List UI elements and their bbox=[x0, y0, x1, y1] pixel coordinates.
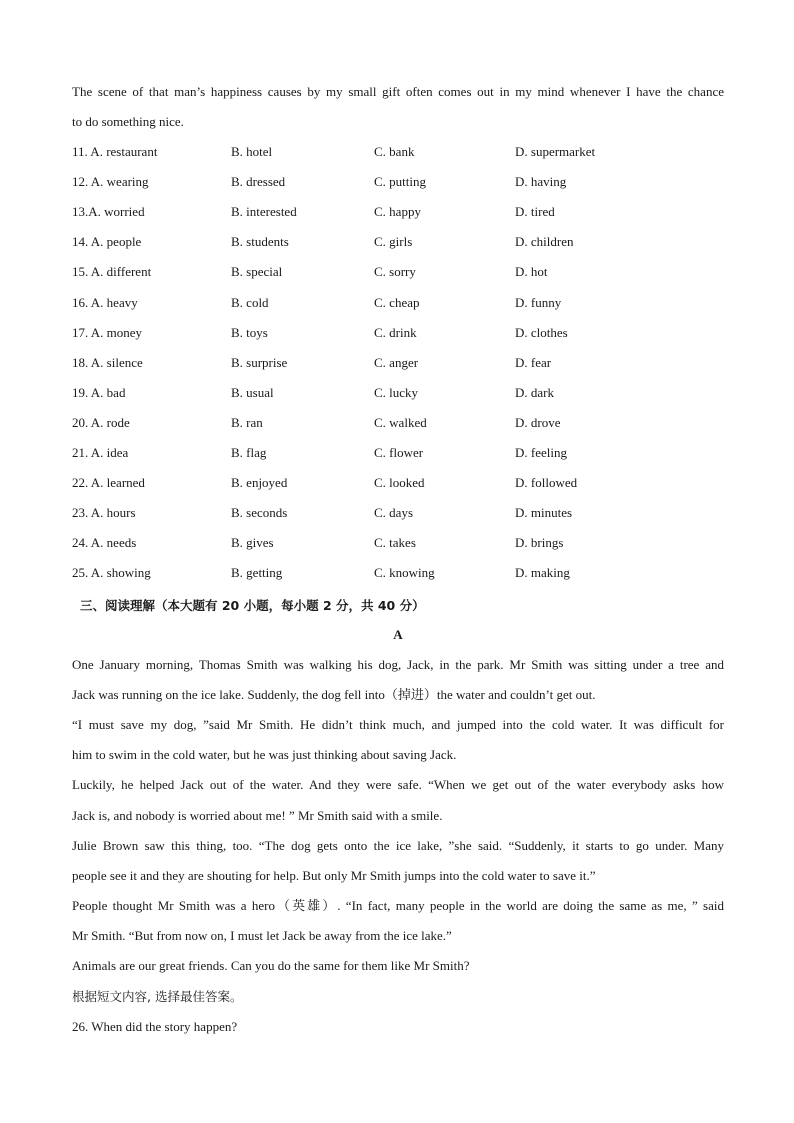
option-d: D. drove bbox=[515, 414, 561, 430]
passage-line-11: Animals are our great friends. Can you do the same for them like Mr Smith? bbox=[72, 958, 470, 973]
option-a: 21. A. idea bbox=[72, 445, 129, 460]
option-d: D. having bbox=[515, 174, 567, 190]
option-d: D. hot bbox=[515, 264, 548, 280]
option-c: C. girls bbox=[374, 234, 413, 250]
option-b: B. usual bbox=[231, 384, 274, 400]
option-a: 22. A. learned bbox=[72, 475, 145, 491]
option-b: B. cold bbox=[231, 294, 269, 310]
option-b: B. ran bbox=[231, 414, 263, 430]
question-row bbox=[72, 505, 724, 521]
option-a: 15. A. different bbox=[72, 264, 152, 280]
passage-line-10: Mr Smith. “But from now on, I must let Jack be away from the ice lake.” bbox=[72, 928, 452, 943]
option-c: C. sorry bbox=[374, 264, 416, 280]
option-a: 25. A. showing bbox=[72, 565, 151, 581]
option-a: 23. A. hours bbox=[72, 505, 136, 521]
option-b: B. flag bbox=[231, 445, 267, 460]
option-c: C. days bbox=[374, 505, 413, 521]
option-d: D. clothes bbox=[515, 324, 568, 340]
question-row bbox=[72, 385, 724, 401]
option-a: 19. A. bad bbox=[72, 384, 126, 400]
passage-line-1: One January morning, Thomas Smith was walking his dog, Jack, in the park. Mr Smith was sitting under a tree and bbox=[72, 657, 724, 672]
option-a: 16. A. heavy bbox=[72, 294, 138, 310]
section-heading: 三、阅读理解（本大题有 20 小题，每小题 2 分，共 40 分） bbox=[80, 598, 425, 613]
option-a: 17. A. money bbox=[72, 324, 143, 340]
question-row bbox=[72, 475, 724, 491]
passage-line-3: “I must save my dog, ”said Mr Smith. He didn’t think much, and jumped into the cold water. It was difficult for bbox=[72, 717, 724, 732]
option-b: B. getting bbox=[231, 565, 283, 581]
option-d: D. making bbox=[515, 565, 570, 581]
option-a: 11. A. restaurant bbox=[72, 144, 158, 159]
option-b: B. special bbox=[231, 264, 283, 280]
option-d: D. dark bbox=[515, 384, 554, 400]
option-a: 18. A. silence bbox=[72, 354, 143, 370]
option-b: B. toys bbox=[231, 324, 268, 340]
option-a: 12. A. wearing bbox=[72, 174, 149, 190]
option-d: D. feeling bbox=[515, 445, 567, 460]
option-b: B. hotel bbox=[231, 144, 273, 159]
option-b: B. students bbox=[231, 234, 289, 250]
option-c: C. drink bbox=[374, 324, 417, 340]
passage-line-4: him to swim in the cold water, but he was just thinking about saving Jack. bbox=[72, 747, 457, 762]
question-row bbox=[72, 144, 724, 160]
option-c: C. bank bbox=[374, 144, 415, 159]
option-d: D. tired bbox=[515, 204, 555, 220]
option-c: C. looked bbox=[374, 475, 425, 491]
option-c: C. lucky bbox=[374, 384, 419, 400]
passage-line-9: People thought Mr Smith was a hero（英雄）. “In fact, many people in the world are doing the same as me, ” said bbox=[72, 898, 724, 913]
question-row bbox=[72, 204, 724, 220]
question-row bbox=[72, 325, 724, 341]
option-c: C. takes bbox=[374, 535, 416, 551]
option-c: C. putting bbox=[374, 174, 427, 190]
passage-line-6: Jack is, and nobody is worried about me! ” Mr Smith said with a smile. bbox=[72, 808, 443, 823]
option-a: 20. A. rode bbox=[72, 414, 130, 430]
option-a: 24. A. needs bbox=[72, 535, 137, 551]
option-c: C. happy bbox=[374, 204, 421, 220]
option-d: D. minutes bbox=[515, 505, 573, 521]
option-d: D. brings bbox=[515, 535, 564, 551]
option-b: B. dressed bbox=[231, 174, 286, 190]
question-row bbox=[72, 535, 724, 551]
intro-line-2: to do something nice. bbox=[72, 114, 184, 129]
instruction-text: 根据短文内容, 选择最佳答案。 bbox=[72, 989, 243, 1004]
option-d: D. children bbox=[515, 234, 574, 250]
option-b: B. gives bbox=[231, 535, 274, 551]
passage-title: A bbox=[393, 627, 403, 642]
intro-line-1: The scene of that man’s happiness causes by my small gift often comes out in my mind whenever I have the chance bbox=[72, 84, 724, 99]
option-b: B. surprise bbox=[231, 354, 288, 370]
option-d: D. funny bbox=[515, 294, 562, 310]
option-d: D. followed bbox=[515, 475, 578, 491]
option-b: B. enjoyed bbox=[231, 475, 288, 491]
question-row bbox=[72, 565, 724, 581]
question-row bbox=[72, 174, 724, 190]
option-d: D. supermarket bbox=[515, 144, 596, 159]
question-26: 26. When did the story happen? bbox=[72, 1019, 238, 1034]
option-c: C. knowing bbox=[374, 565, 435, 581]
passage-line-2: Jack was running on the ice lake. Suddenly, the dog fell into（掉进）the water and couldn’t get out. bbox=[72, 687, 596, 702]
question-row bbox=[72, 445, 724, 461]
option-c: C. cheap bbox=[374, 294, 420, 310]
question-row bbox=[72, 415, 724, 431]
option-b: B. seconds bbox=[231, 505, 288, 521]
question-row bbox=[72, 264, 724, 280]
option-a: 14. A. people bbox=[72, 234, 142, 250]
option-c: C. walked bbox=[374, 414, 427, 430]
passage-line-8: people see it and they are shouting for help. But only Mr Smith jumps into the cold water to save it.” bbox=[72, 868, 596, 883]
option-c: C. flower bbox=[374, 445, 424, 460]
option-c: C. anger bbox=[374, 354, 419, 370]
option-a: 13.A. worried bbox=[72, 204, 145, 220]
passage-line-7: Julie Brown saw this thing, too. “The dog gets onto the ice lake, ”she said. “Suddenly, it starts to go under. Many bbox=[72, 838, 724, 853]
option-d: D. fear bbox=[515, 354, 552, 370]
question-row bbox=[72, 355, 724, 371]
passage-line-5: Luckily, he helped Jack out of the water. And they were safe. “When we get out of the water everybody asks how bbox=[72, 777, 724, 792]
question-row bbox=[72, 295, 724, 311]
question-row bbox=[72, 234, 724, 250]
option-b: B. interested bbox=[231, 204, 297, 220]
